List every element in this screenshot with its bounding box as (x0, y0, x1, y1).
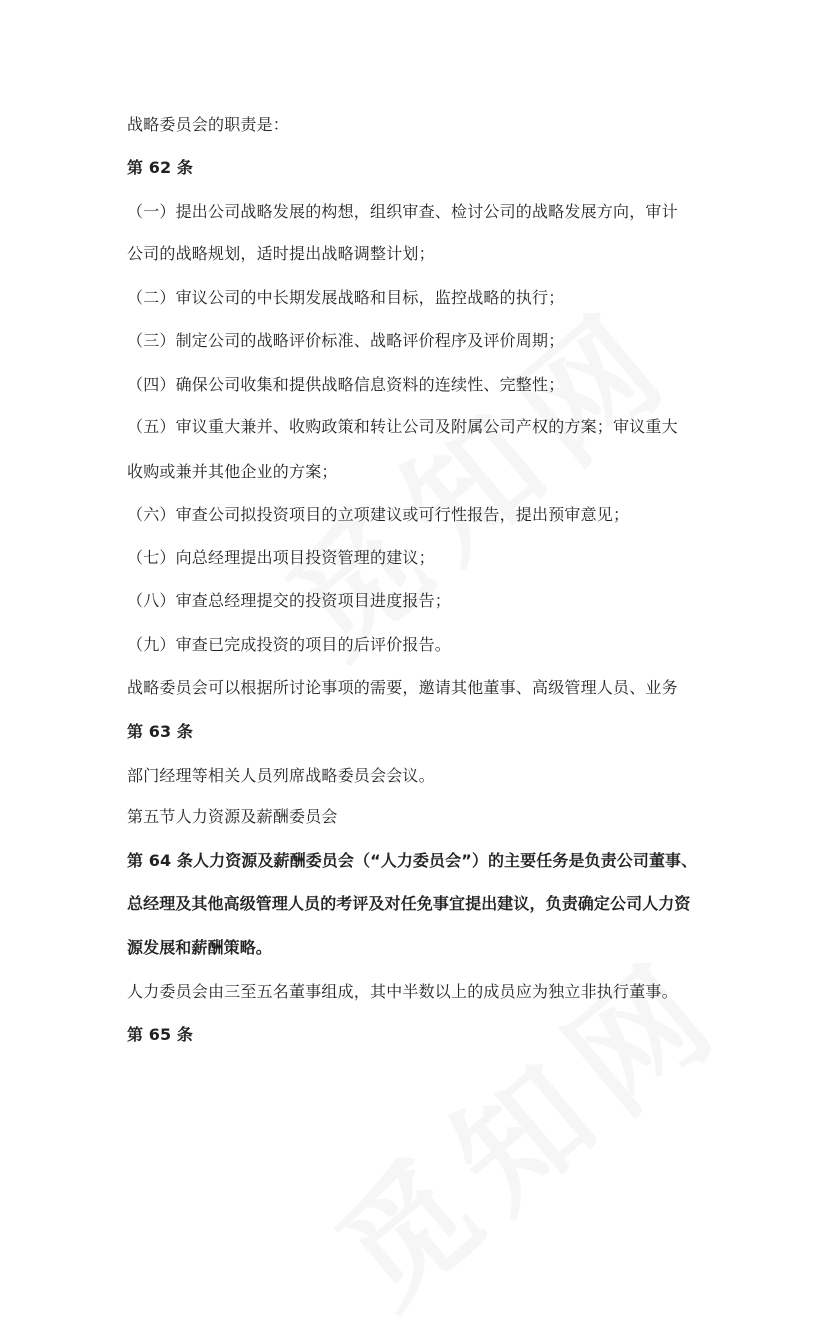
paragraph-composition: 人力委员会由三至五名董事组成，其中半数以上的成员应为独立非执行董事。 (127, 982, 678, 1001)
list-item: （三）制定公司的战略评价标准、战略评价程序及评价周期； (127, 331, 565, 350)
article-64-line: 总经理及其他高级管理人员的考评及对任免事宜提出建议，负责确定公司人力资 (127, 894, 691, 913)
article-64-line: 源发展和薪酬策略。 (127, 938, 272, 957)
paragraph-invite: 战略委员会可以根据所讨论事项的需要，邀请其他董事、高级管理人员、业务 (127, 678, 678, 697)
article-62-heading: 第 62 条 (127, 158, 194, 177)
list-item: （八）审查总经理提交的投资项目进度报告； (127, 591, 452, 610)
section-title: 第五节人力资源及薪酬委员会 (127, 807, 338, 826)
intro-text: 战略委员会的职责是： (127, 115, 290, 134)
article-65-heading: 第 65 条 (127, 1025, 194, 1044)
list-item: （九）审查已完成投资的项目的后评价报告。 (127, 635, 452, 654)
list-item: （一）提出公司战略发展的构想，组织审查、检讨公司的战略发展方向，审计 (127, 202, 678, 221)
paragraph-attend: 部门经理等相关人员列席战略委员会会议。 (127, 766, 435, 785)
watermark (293, 907, 758, 1340)
list-item: （四）确保公司收集和提供战略信息资料的连续性、完整性； (127, 375, 565, 394)
list-item: 公司的战略规划，适时提出战略调整计划； (127, 244, 435, 263)
article-63-heading: 第 63 条 (127, 722, 194, 741)
article-64-line: 第 64 条人力资源及薪酬委员会（“人力委员会”）的主要任务是负责公司董事、 (127, 851, 698, 870)
list-item: （五）审议重大兼并、收购政策和转让公司及附属公司产权的方案；审议重大 (127, 417, 678, 436)
list-item: 收购或兼并其他企业的方案； (127, 462, 338, 481)
list-item: （六）审查公司拟投资项目的立项建议或可行性报告，提出预审意见； (127, 505, 630, 524)
list-item: （七）向总经理提出项目投资管理的建议； (127, 548, 435, 567)
list-item: （二）审议公司的中长期发展战略和目标，监控战略的执行； (127, 288, 565, 307)
